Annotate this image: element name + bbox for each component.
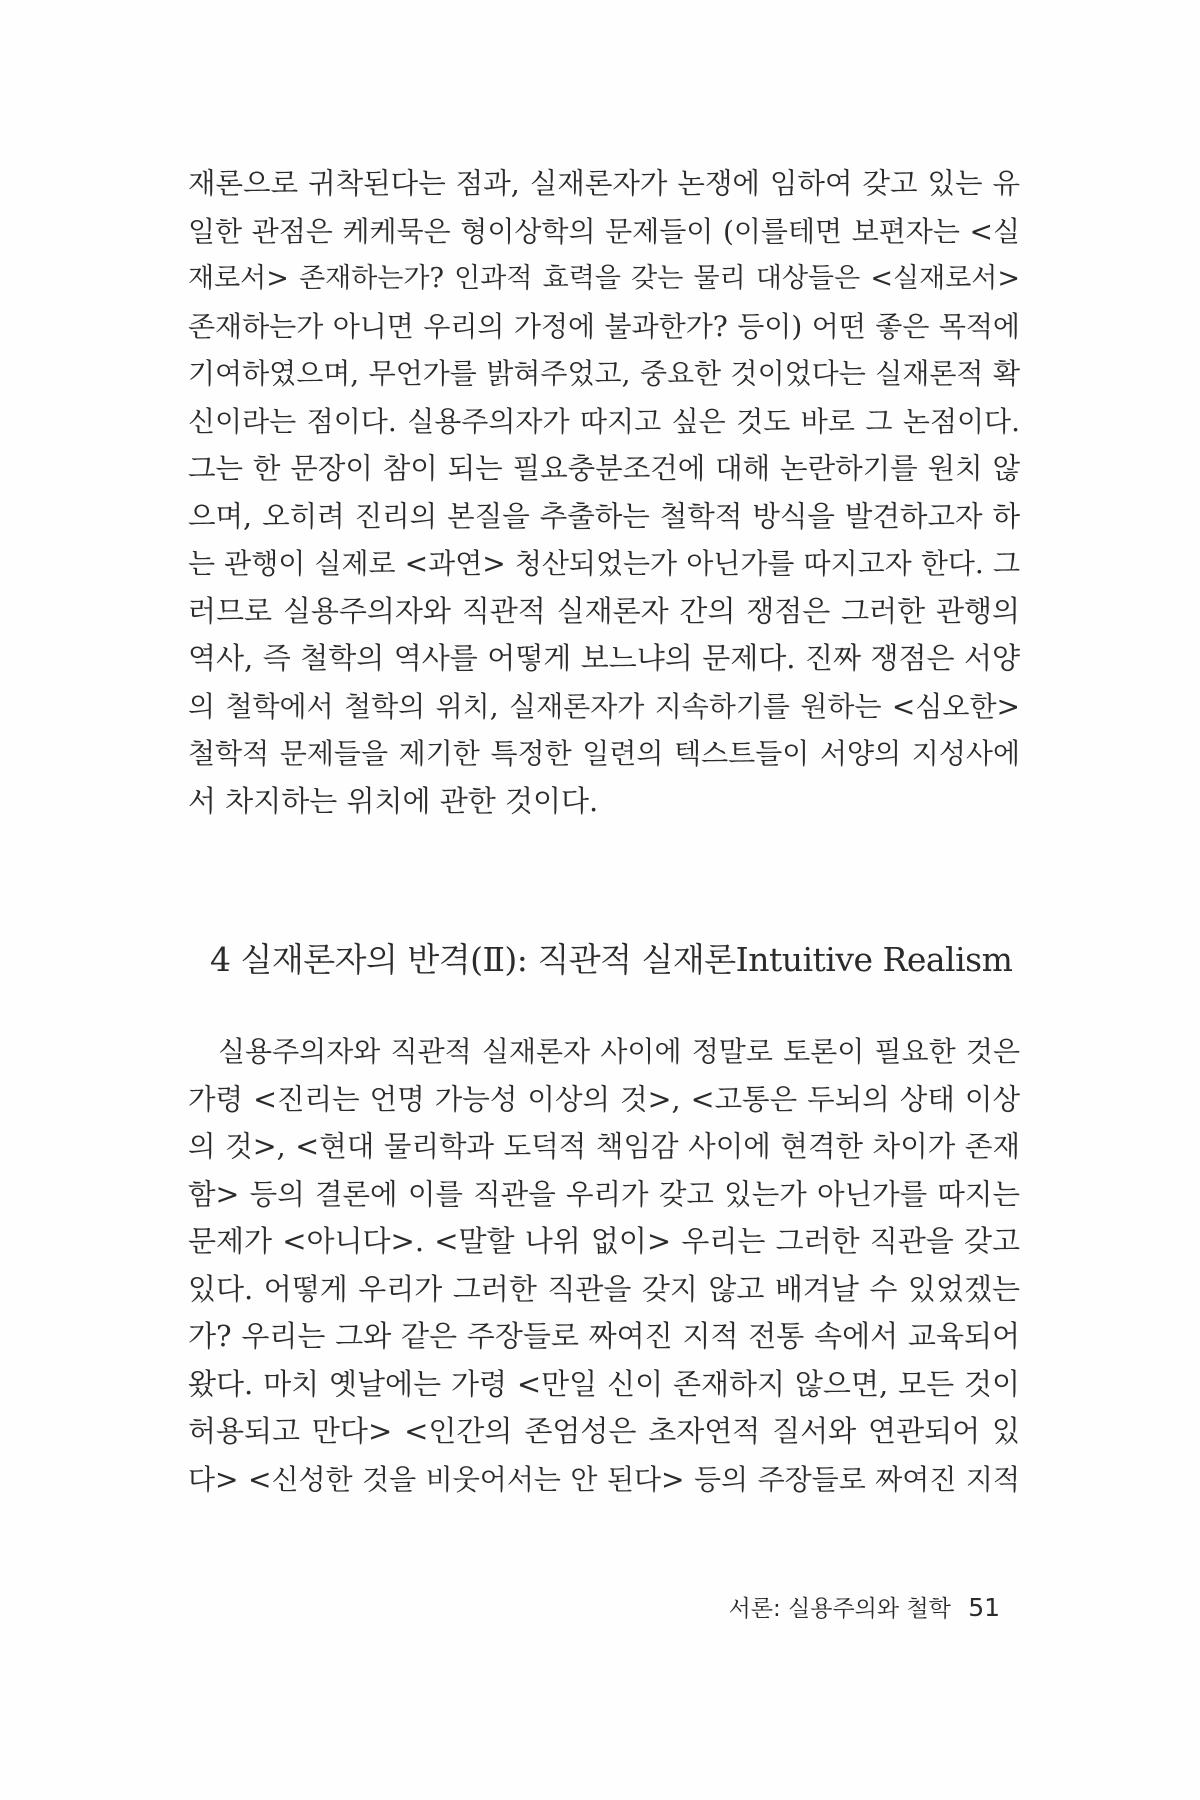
text-line: 함> 등의 결론에 이를 직관을 우리가 갖고 있는가 아닌가를 따지는 bbox=[188, 1177, 1020, 1211]
text-line: 러므로 실용주의자와 직관적 실재론자 간의 쟁점은 그러한 관행의 bbox=[188, 593, 1020, 628]
text-line: 기여하였으며, 무언가를 밝혀주었고, 중요한 것이었다는 실재론적 확 bbox=[188, 357, 1020, 390]
text-line: 그는 한 문장이 참이 되는 필요충분조건에 대해 논란하기를 원치 않 bbox=[188, 452, 1020, 485]
section-heading: 4 실재론자의 반격(Ⅱ): 직관적 실재론Intuitive Realism bbox=[210, 940, 1013, 979]
text-line: 철학적 문제들을 제기한 특정한 일련의 텍스트들이 서양의 지성사에 bbox=[188, 737, 1020, 770]
text-line: 재로서> 존재하는가? 인과적 효력을 갖는 물리 대상들은 <실재로서> bbox=[188, 263, 1020, 294]
text-line: 역사, 즉 철학의 역사를 어떻게 보느냐의 문제다. 진짜 쟁점은 서양 bbox=[188, 641, 1020, 675]
text-line: 존재하는가 아니면 우리의 가정에 불과한가? 등이) 어떤 좋은 목적에 bbox=[188, 309, 1020, 343]
page-footer bbox=[700, 1590, 1000, 1623]
text-line: 왔다. 마치 옛날에는 가령 <만일 신이 존재하지 않으면, 모든 것이 bbox=[188, 1366, 1020, 1401]
text-line: 재론으로 귀착된다는 점과, 실재론자가 논쟁에 임하여 갖고 있는 유 bbox=[188, 167, 1020, 200]
text-line: 실용주의자와 직관적 실재론자 사이에 정말로 토론이 필요한 것은 bbox=[218, 1035, 1020, 1068]
text-line: 가? 우리는 그와 같은 주장들로 짜여진 지적 전통 속에서 교육되어 bbox=[188, 1319, 1020, 1353]
text-line: 있다. 어떻게 우리가 그러한 직관을 갖지 않고 배겨날 수 있었겠는 bbox=[188, 1271, 1020, 1306]
text-line: 으며, 오히려 진리의 본질을 추출하는 철학적 방식을 발견하고자 하 bbox=[188, 499, 1020, 533]
text-line: 일한 관점은 케케묵은 형이상학의 문제들이 (이를테면 보편자는 <실 bbox=[188, 214, 1020, 248]
text-line: 의 철학에서 철학의 위치, 실재론자가 지속하기를 원하는 <심오한> bbox=[188, 689, 1020, 723]
paragraph-bottom bbox=[188, 1028, 1020, 1503]
text-line: 다> <신성한 것을 비웃어서는 안 된다> 등의 주장들로 짜여진 지적 bbox=[188, 1462, 1020, 1496]
text-line: 허용되고 만다> <인간의 존엄성은 초자연적 질서와 연관되어 있 bbox=[188, 1414, 1020, 1448]
text-line: 문제가 <아니다>. <말할 나위 없이> 우리는 그러한 직관을 갖고 bbox=[188, 1224, 1020, 1258]
running-title: 서론: 실용주의와 철학 bbox=[728, 1596, 951, 1622]
page-number: 51 bbox=[968, 1593, 1000, 1622]
text-line: 는 관행이 실제로 <과연> 청산되었는가 아닌가를 따지고자 한다. 그 bbox=[188, 547, 1020, 580]
text-line: 가령 <진리는 언명 가능성 이상의 것>, <고통은 두뇌의 상태 이상 bbox=[188, 1082, 1020, 1116]
text-line: 신이라는 점이다. 실용주의자가 따지고 싶은 것도 바로 그 논점이다. bbox=[188, 404, 1020, 438]
text-line: 의 것>, <현대 물리학과 도덕적 책임감 사이에 현격한 차이가 존재 bbox=[188, 1130, 1020, 1163]
paragraph-top bbox=[188, 160, 1020, 825]
text-line: 서 차지하는 위치에 관한 것이다. bbox=[188, 783, 599, 818]
